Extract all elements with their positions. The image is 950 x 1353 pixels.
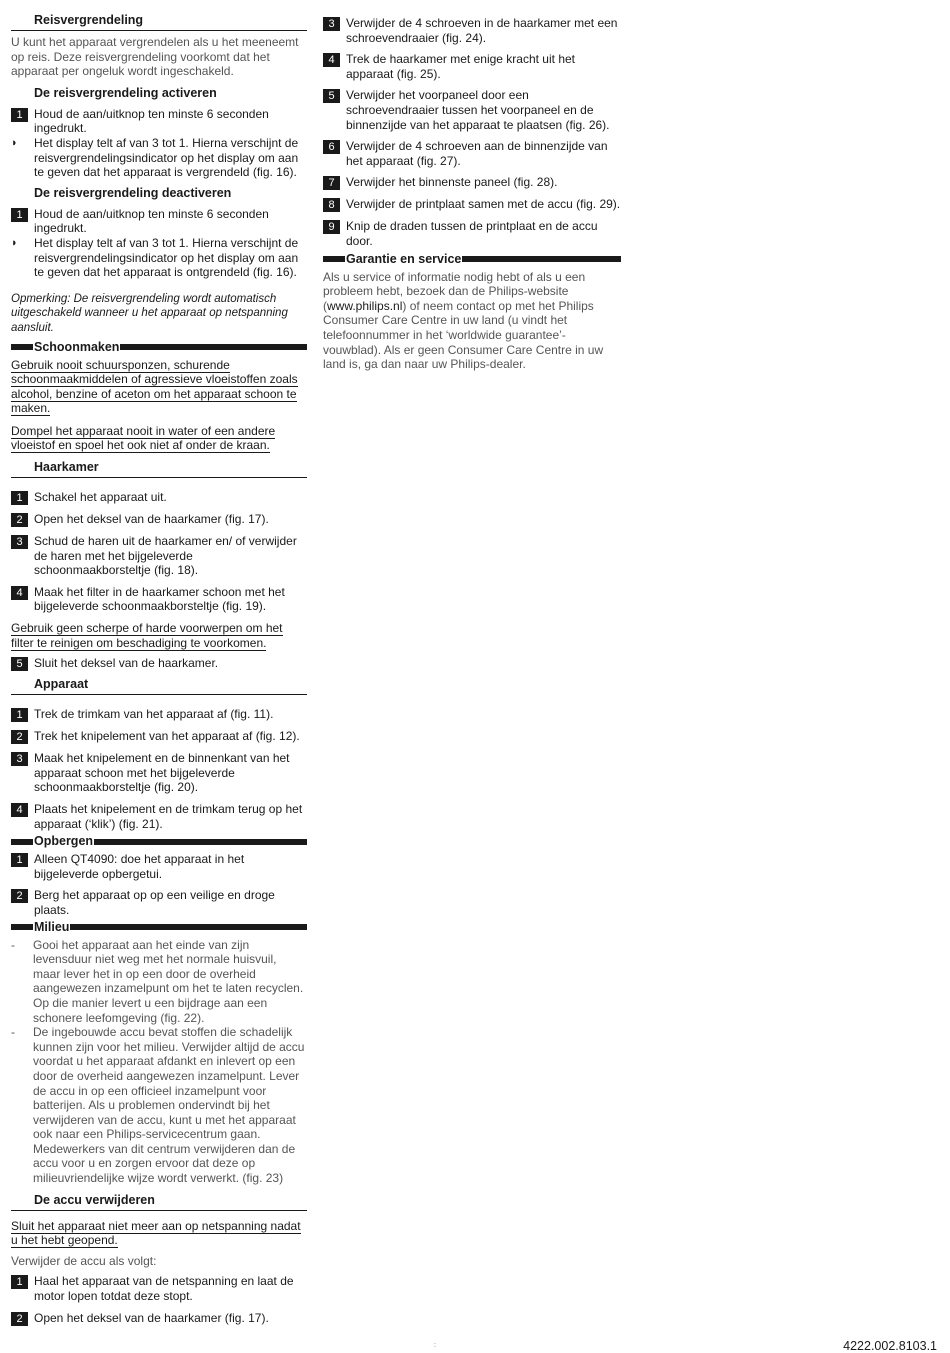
accu-intro: Verwijder de accu als volgt: [11,1253,157,1268]
step-number: 5 [323,89,340,103]
step-text: Verwijder de printplaat samen met de accu (fig. 29). [346,197,621,212]
step-text: Verwijder de 4 schroeven in de haarkamer met een schroevendraaier (fig. 24). [346,16,618,45]
step-number: 5 [11,657,28,671]
step-text: Houd de aan/uitknop ten minste 6 seconden ingedrukt. [34,206,269,236]
step-text: Schud de haren uit de haarkamer en/ of verwijder de haren met het bijgeleverde schoonmaakborsteltje (fig. 18). [34,534,297,578]
step-text: Trek de haarkamer met enige kracht uit het apparaat (fig. 25). [346,52,575,81]
step-number: 1 [11,208,28,222]
accu-title: De accu verwijderen [11,1192,307,1211]
step-number: 4 [323,53,340,67]
list-item [11,729,307,744]
list-item [323,16,621,45]
left-column [11,12,307,1333]
list-item [323,139,621,168]
milieu-heading [11,920,307,935]
list-item [11,751,307,795]
list-item [11,938,307,1026]
step-number: 4 [11,586,28,600]
step-number: 2 [11,889,28,903]
step-number: 2 [11,1312,28,1326]
step-number: 7 [323,176,340,190]
step-text: Knip de draden tussen de printplaat en de accu door. [346,219,598,248]
step-number: 1 [11,108,28,122]
step-number: 1 [11,853,28,867]
document-number: 4222.002.8103.1 [843,1339,937,1353]
list-item [11,852,307,881]
apparaat-title: Apparaat [11,676,307,695]
step-number: 3 [323,17,340,31]
list-item [11,534,307,578]
step-text: Sluit het deksel van de haarkamer. [34,656,219,671]
activeren-title: De reisvergrendeling activeren [34,85,217,100]
list-item [11,1025,307,1186]
step-number: 1 [11,491,28,505]
list-item [323,52,621,81]
dash-bullet: - [11,1025,15,1040]
milieu-title: Milieu [34,919,70,934]
list-item [11,1274,307,1303]
step-text: Verwijder de 4 schroeven aan de binnenzijde van het apparaat (fig. 27). [346,139,608,168]
step-number: 3 [11,752,28,766]
list-item [323,175,621,190]
list-text: De ingebouwde accu bevat stoffen die schadelijk kunnen zijn voor het milieu. Verwijder altijd de accu voordat u het apparaat afdankt en inlevert op een door de overheid aangewezen inzamelpunt. Lever de accu in op een officieel inzamelpunt voor batterijen. Als u problemen ondervindt bij het verwijderen van de accu, kunt u met het apparaat ook naar een Philips-servicecentrum gaan. Medewerkers van dit centrum verwijderen dan de accu voor u en zorgen ervoor dat deze op milieuvriendelijke wijze wordt verwerkt. (fig. 23) [33,1025,305,1186]
list-item [323,88,621,132]
list-item [11,1311,307,1326]
step-text: Berg het apparaat op op een veilige en droge plaats. [34,888,275,917]
list-item [11,656,307,671]
step-number: 1 [11,708,28,722]
opbergen-title: Opbergen [34,834,94,849]
list-item [11,107,307,136]
list-text: Gooi het apparaat aan het einde van zijn levensduur niet weg met het normale huisvuil, maar lever het in op een door de overheid aangewezen inzamelpunt om het te laten recyclen. Op die manier levert u een bijdrage aan een schonere leefomgeving (fig. 22). [33,937,304,1025]
page-marker: : [434,1342,436,1349]
step-text: Trek de trimkam van het apparaat af (fig. 11). [34,707,274,722]
reis-intro: U kunt het apparaat vergrendelen als u het meeneemt op reis. Deze reisvergrendeling voorkomt dat het apparaat per ongeluk wordt ingeschakeld. [11,35,299,79]
step-text: Open het deksel van de haarkamer (fig. 17). [34,512,269,527]
step-number: 3 [11,535,28,549]
step-text: Het display telt af van 3 tot 1. Hierna verschijnt de reisvergrendelingsindicator op het display om aan te geven dat het apparaat is ontgrendeld (fig. 16). [34,235,299,280]
dash-bullet: - [11,937,15,952]
list-item [323,197,621,212]
list-item [11,707,307,722]
schoonmaken-heading [11,340,307,355]
step-number: 2 [11,513,28,527]
right-column [323,16,621,378]
list-item [323,219,621,248]
step-text: Haal het apparaat van de netspanning en laat de motor lopen totdat deze stopt. [34,1274,294,1304]
list-item [11,136,307,180]
step-text: Plaats het knipelement en de trimkam terug op het apparaat (‘klik’) (fig. 21). [34,802,303,831]
list-item [11,236,307,280]
philips-website-link[interactable]: www.philips.nl [327,298,403,313]
garantie-heading [323,252,621,267]
step-number: 8 [323,198,340,212]
step-text: Verwijder het binnenste paneel (fig. 28). [346,175,558,190]
list-item [11,512,307,527]
list-item [11,888,307,917]
warning-text: Dompel het apparaat nooit in water of een andere vloeistof en spoel het ook niet af onder de kraan. [11,423,276,453]
step-text: Maak het knipelement en de binnenkant van het apparaat schoon met het bijgeleverde schoonmaakborsteltje (fig. 20). [34,751,290,795]
list-item [11,802,307,831]
step-number: 1 [11,1275,28,1289]
step-text: Schakel het apparaat uit. [34,490,167,505]
garantie-title: Garantie en service [346,251,462,266]
list-item [11,207,307,236]
warning-text: Gebruik geen scherpe of harde voorwerpen om het filter te reinigen om beschadiging te voorkomen. [11,621,283,650]
list-item [11,490,307,505]
step-text: Het display telt af van 3 tot 1. Hierna verschijnt de reisvergrendelingsindicator op het display om aan te geven dat het apparaat is vergrendeld (fig. 16). [34,135,299,180]
arrow-bullet-icon: ◗ [11,136,18,149]
haarkamer-title: Haarkamer [11,459,307,478]
step-number: 6 [323,140,340,154]
list-item [11,585,307,614]
opbergen-heading [11,834,307,849]
step-text: Maak het filter in de haarkamer schoon met het bijgeleverde schoonmaakborsteltje (fig. 19). [34,584,285,614]
step-number: 4 [11,803,28,817]
arrow-bullet-icon: ◗ [11,236,18,249]
step-number: 2 [11,730,28,744]
garantie-text: Als u service of informatie nodig hebt of als u een probleem hebt, bezoek dan de Philips-website (www.philips.nl) of neem contact op met het Philips Consumer Care Centre in uw land (u vindt het telefoonnummer in het ‘worldwide guarantee’-vouwblad). Als er geen Consumer Care Centre in uw land is, ga dan naar uw Philips-dealer. [323,269,604,372]
step-text: Verwijder het voorpaneel door een schroevendraaier tussen het voorpaneel en de binnenzijde van het apparaat te plaatsen (fig. 26). [346,88,610,132]
warning-text: Gebruik nooit schuursponzen, schurende schoonmaakmiddelen of agressieve vloeistoffen zoals alcohol, benzine of aceton om het apparaat schoon te maken. [11,357,298,416]
step-text: Alleen QT4090: doe het apparaat in het bijgeleverde opbergetui. [34,852,245,881]
note-text: Opmerking: De reisvergrendeling wordt automatisch uitgeschakeld wanneer u het apparaat op netspanning aansluit. [11,292,288,334]
reis-title: Reisvergrendeling [11,12,307,31]
step-text: Trek het knipelement van het apparaat af (fig. 12). [34,729,300,744]
warning-text: Sluit het apparaat niet meer aan op netspanning nadat u het hebt geopend. [11,1218,301,1248]
deactiveren-title: De reisvergrendeling deactiveren [34,185,232,200]
step-text: Open het deksel van de haarkamer (fig. 17). [34,1310,269,1325]
step-text: Houd de aan/uitknop ten minste 6 seconden ingedrukt. [34,106,269,136]
step-number: 9 [323,220,340,234]
schoonmaken-title: Schoonmaken [34,339,120,354]
